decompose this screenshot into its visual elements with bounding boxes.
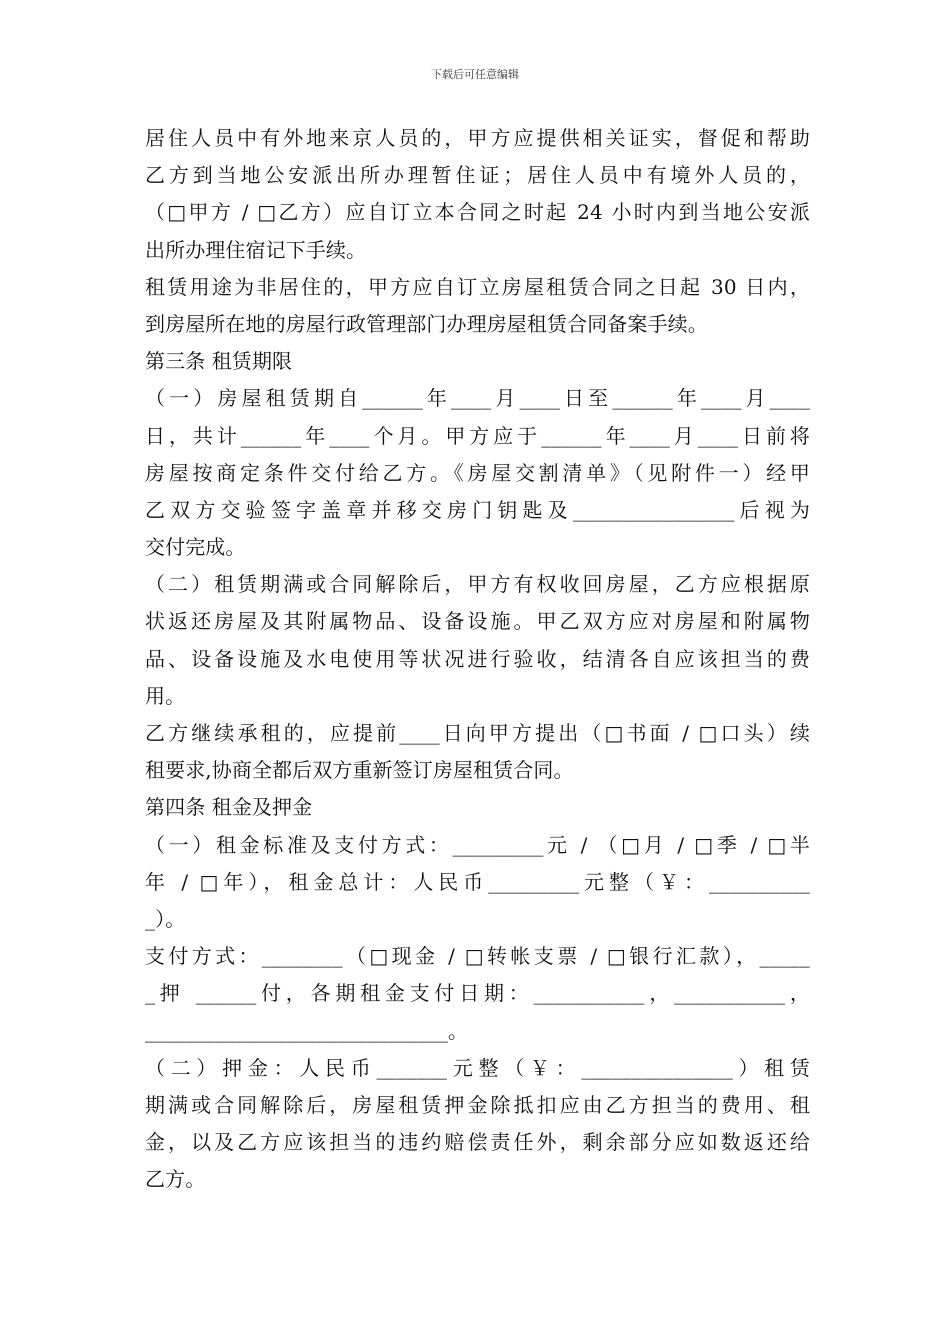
text-line: 期满或合同解除后，房屋租赁押金除抵扣应由乙方担当的费用、租 [145, 1092, 810, 1117]
text-line: 交付完成。 [145, 535, 246, 560]
text-line: 居住人员中有外地来京人员的，甲方应提供相关证实，督促和帮助 [145, 126, 810, 150]
text-line: （一）租金标准及支付方式：_________元 / （□月 / □季 / □半 [145, 832, 810, 857]
text-line: _）。 [145, 906, 186, 931]
text-line: _押 ______付，各期租金支付日期：___________，___________， [145, 981, 810, 1006]
text-line: ______________________________。 [145, 1018, 469, 1043]
text-line: 状返还房屋及其附属物品、设备设施。甲乙双方应对房屋和附属物 [145, 609, 810, 634]
text-line: 乙方。 [145, 1167, 206, 1192]
text-line: 租要求,协商全都后双方重新签订房屋租赁合同。 [145, 758, 574, 783]
text-line: 日，共计______年____个月。甲方应于______年____月____日前将 [145, 423, 810, 448]
text-line: 金，以及乙方应该担当的违约赔偿责任外，剩余部分应如数返还给 [145, 1130, 810, 1155]
document-body [145, 120, 810, 1198]
text-line: 用。 [145, 683, 186, 708]
text-line: （二）押金：人民币_______元整（￥：_______________）租赁 [145, 1055, 810, 1080]
text-line: 出所办理住宿记下手续。 [145, 237, 367, 262]
text-line: 房屋按商定条件交付给乙方。《房屋交割清单》（见附件一）经甲 [145, 460, 810, 485]
text-line: 乙双方交验签字盖章并移交房门钥匙及________________后视为 [145, 497, 810, 522]
section-heading: 第三条 租赁期限 [145, 349, 293, 374]
section-heading: 第四条 租金及押金 [145, 795, 313, 820]
text-line: 乙方到当地公安派出所办理暂住证；居住人员中有境外人员的， [145, 163, 810, 188]
text-line: 品、设备设施及水电使用等状况进行验收，结清各自应该担当的费 [145, 646, 810, 671]
text-line: （□甲方 / □乙方）应自订立本合同之时起 24 小时内到当地公安派 [145, 200, 810, 225]
text-line: 租赁用途为非居住的，甲方应自订立房屋租赁合同之日起 30 日内， [145, 274, 810, 299]
text-line: 到房屋所在地的房屋行政管理部门办理房屋租赁合同备案手续。 [145, 311, 708, 336]
text-line: 乙方继续承租的，应提前____日向甲方提出（□书面 / □口头）续 [145, 721, 810, 745]
text-line: 年 / □年），租金总计：人民币_________元整（￥：__________ [145, 869, 810, 894]
text-line: （一）房屋租赁期自______年____月____日至______年____月____ [145, 386, 810, 411]
text-line: （二）租赁期满或合同解除后，甲方有权收回房屋，乙方应根据原 [145, 572, 810, 597]
page-header-note: 下载后可任意编辑 [431, 68, 519, 81]
text-line: 支付方式：________（□现金 / □转帐支票 / □银行汇款），_____ [145, 944, 810, 969]
